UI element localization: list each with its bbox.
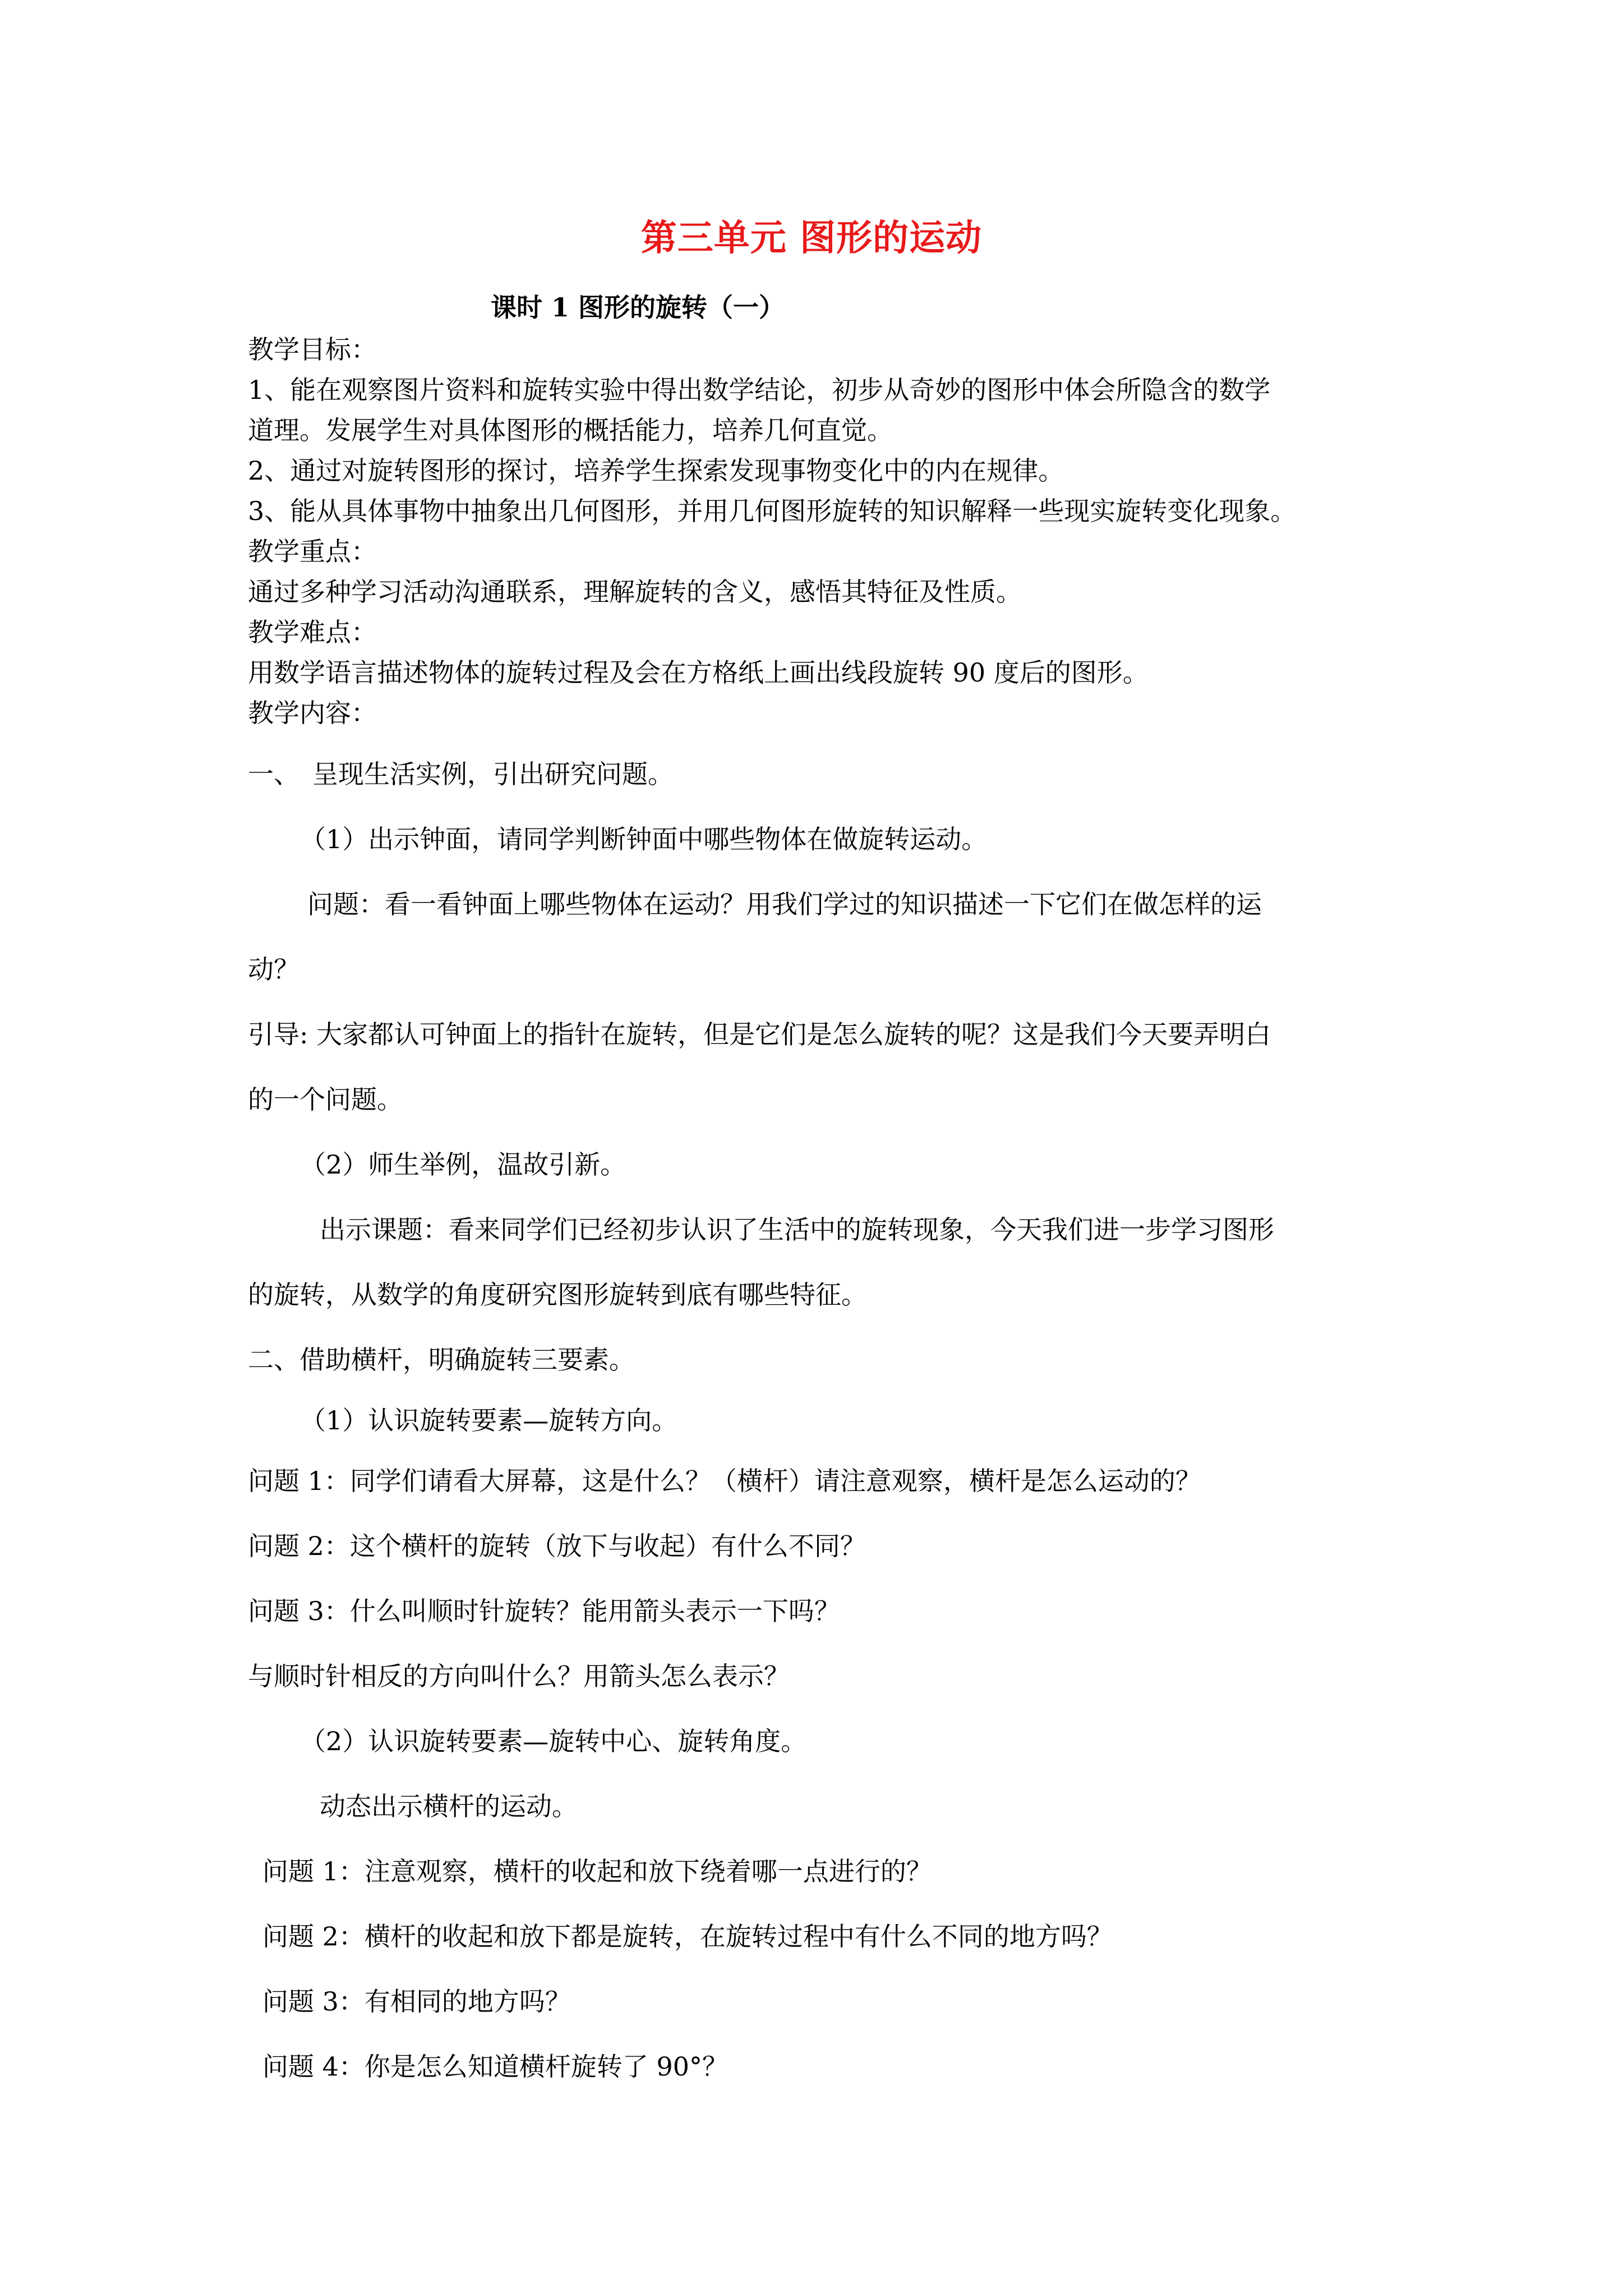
paragraph-line: 3、能从具体事物中抽象出几何图形，并用几何图形旋转的知识解释一些现实旋转变化现象。: [248, 496, 1297, 526]
paragraph-line: 通过多种学习活动沟通联系，理解旋转的含义，感悟其特征及性质。: [248, 577, 1022, 607]
paragraph-line: 用数学语言描述物体的旋转过程及会在方格纸上画出线段旋转 90 度后的图形。: [248, 657, 1149, 688]
paragraph-line: 动？: [248, 954, 299, 984]
paragraph-line: 问题 3：有相同的地方吗？: [262, 1986, 571, 2017]
heading-teaching-difficulties: 教学难点：: [248, 617, 377, 647]
paragraph-line: 出示课题：看来同学们已经初步认识了生活中的旋转现象，今天我们进一步学习图形: [320, 1214, 1274, 1245]
paragraph-line: 问题 1：注意观察，横杆的收起和放下绕着哪一点进行的？: [262, 1856, 932, 1887]
paragraph-line: 道理。发展学生对具体图形的概括能力，培养几何直觉。: [248, 415, 893, 445]
paragraph-line: 的一个问题。: [248, 1084, 403, 1115]
heading-teaching-key-points: 教学重点：: [248, 536, 377, 567]
paragraph-line: 1、能在观察图片资料和旋转实验中得出数学结论，初步从奇妙的图形中体会所隐含的数学: [248, 375, 1271, 405]
paragraph-line: 问题 4：你是怎么知道横杆旋转了 90°？: [262, 2051, 728, 2082]
paragraph-line: 问题 1：同学们请看大屏幕，这是什么？（横杆）请注意观察，横杆是怎么运动的？: [248, 1466, 1201, 1496]
paragraph-line: 2、通过对旋转图形的探讨，培养学生探索发现事物变化中的内在规律。: [248, 455, 1064, 486]
paragraph-line: 问题 2：横杆的收起和放下都是旋转，在旋转过程中有什么不同的地方吗？: [262, 1921, 1113, 1952]
paragraph-line: （2）认识旋转要素—旋转中心、旋转角度。: [300, 1726, 807, 1756]
paragraph-line: 问题 2：这个横杆的旋转（放下与收起）有什么不同？: [248, 1531, 866, 1561]
paragraph-line: 引导: 大家都认可钟面上的指针在旋转，但是它们是怎么旋转的呢？这是我们今天要弄明白: [248, 1019, 1271, 1050]
paragraph-line: 动态出示横杆的运动。: [320, 1791, 578, 1821]
section-heading-2: 二、借助横杆，明确旋转三要素。: [248, 1345, 635, 1375]
paragraph-line: （1）出示钟面，请同学判断钟面中哪些物体在做旋转运动。: [300, 824, 988, 854]
heading-teaching-content: 教学内容：: [248, 698, 377, 728]
paragraph-line: 与顺时针相反的方向叫什么？用箭头怎么表示？: [248, 1661, 790, 1691]
heading-teaching-goals: 教学目标：: [248, 334, 377, 365]
paragraph-line: （1）认识旋转要素—旋转方向。: [300, 1405, 678, 1435]
paragraph-line: 问题 3：什么叫顺时针旋转？能用箭头表示一下吗？: [248, 1596, 840, 1626]
paragraph-line: 问题：看一看钟面上哪些物体在运动？用我们学过的知识描述一下它们在做怎样的运: [307, 889, 1262, 919]
section-heading-1: 一、 呈现生活实例，引出研究问题。: [248, 759, 674, 789]
paragraph-line: （2）师生举例，温故引新。: [300, 1149, 626, 1180]
paragraph-line: 的旋转，从数学的角度研究图形旋转到底有哪些特征。: [248, 1280, 867, 1310]
document-title: 第三单元 图形的运动: [640, 217, 983, 259]
lesson-subtitle: 课时 1 图形的旋转（一）: [491, 292, 785, 323]
